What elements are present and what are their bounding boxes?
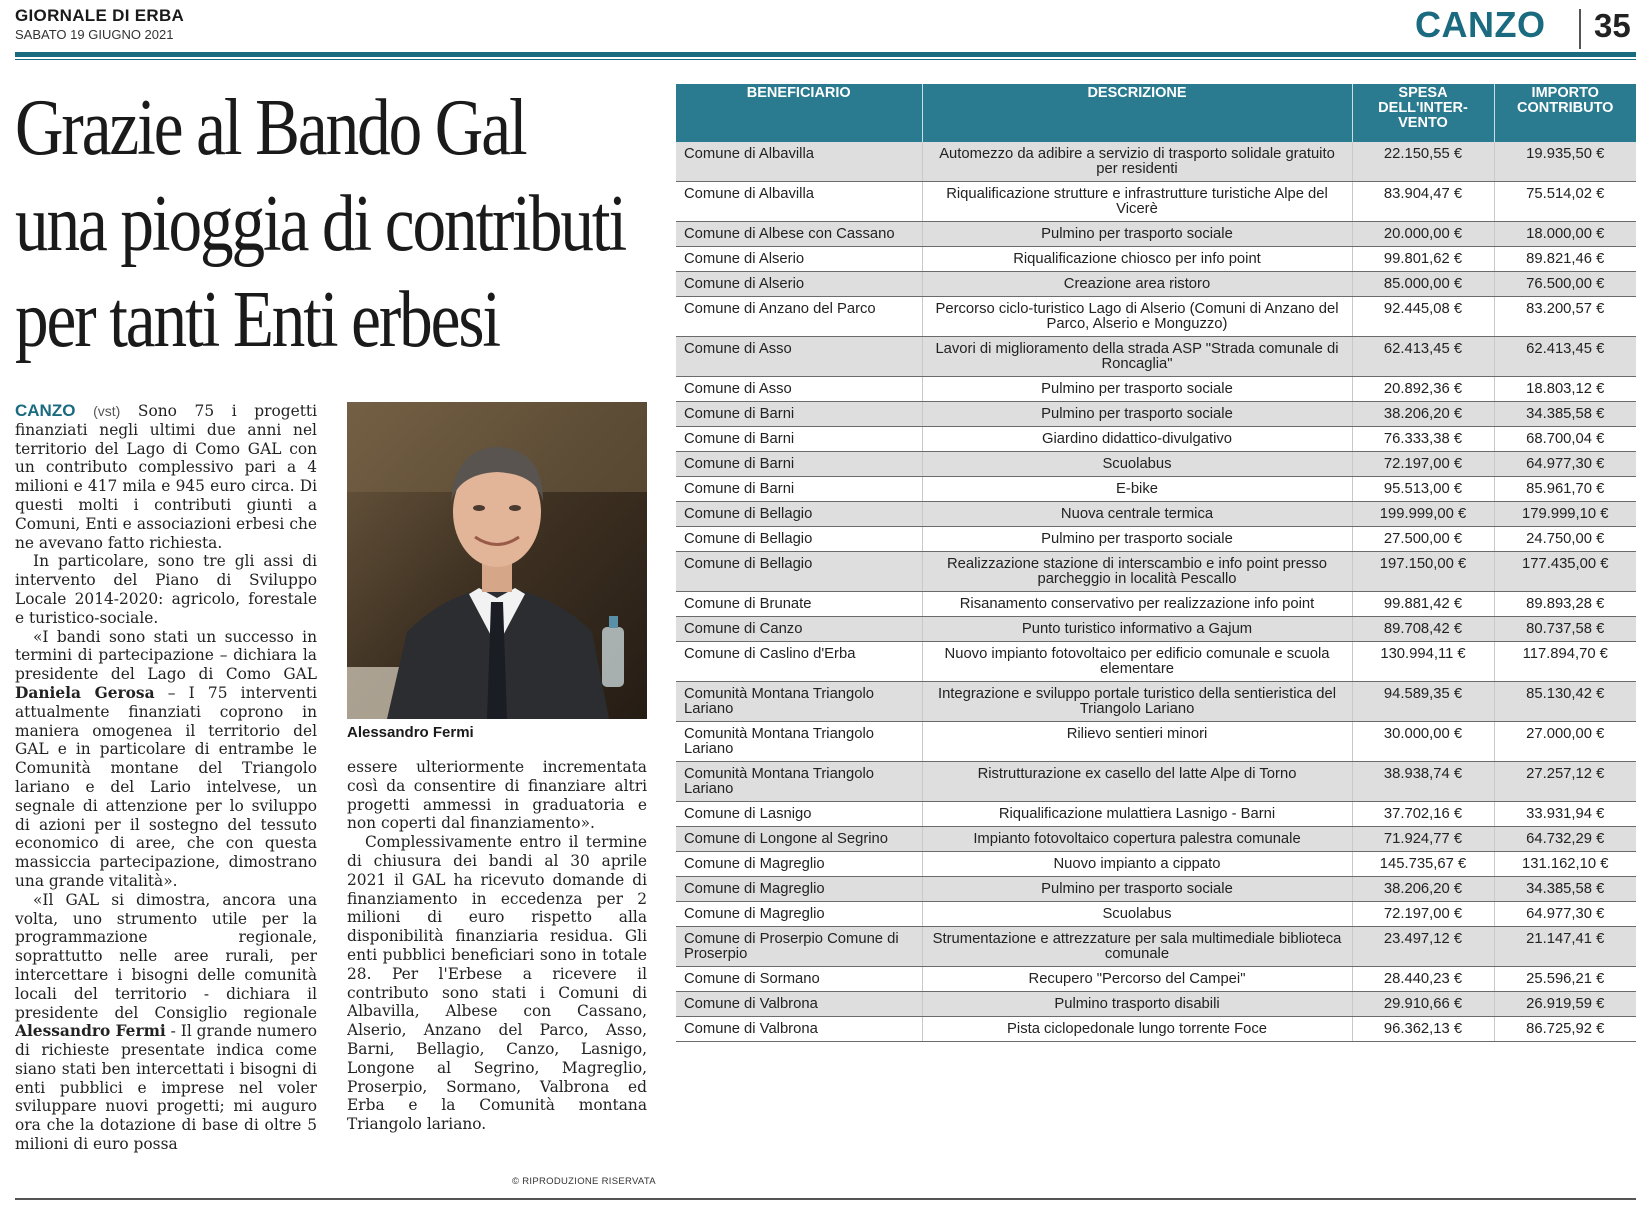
cell-descrizione: Riqualificazione chiosco per info point <box>922 247 1352 272</box>
cell-descrizione: Pulmino per trasporto sociale <box>922 877 1352 902</box>
cell-importo: 68.700,04 € <box>1494 427 1636 452</box>
cell-importo: 19.935,50 € <box>1494 142 1636 182</box>
cell-descrizione: Impianto fotovoltaico copertura palestra comunale <box>922 827 1352 852</box>
cell-spesa: 38.206,20 € <box>1352 877 1494 902</box>
page-number: 35 <box>1594 7 1631 44</box>
article-column-1 <box>15 402 317 1192</box>
cell-spesa: 71.924,77 € <box>1352 827 1494 852</box>
header-rule-thin <box>15 59 1636 60</box>
cell-spesa: 37.702,16 € <box>1352 802 1494 827</box>
cell-beneficiario: Comune di Bellagio <box>676 527 922 552</box>
cell-importo: 24.750,00 € <box>1494 527 1636 552</box>
cell-importo: 83.200,57 € <box>1494 297 1636 337</box>
table-header-row <box>676 84 1636 142</box>
cell-beneficiario: Comune di Albese con Cassano <box>676 222 922 247</box>
cell-importo: 27.257,12 € <box>1494 762 1636 802</box>
table-row <box>676 297 1636 337</box>
cell-importo: 177.435,00 € <box>1494 552 1636 592</box>
cell-descrizione: E-bike <box>922 477 1352 502</box>
column-header-beneficiario: BENEFICIARIO <box>676 84 922 142</box>
article-paragraph: In particolare, sono tre gli assi di intervento del Piano di Sviluppo Locale 2014-2020: agricolo, forestale e turistico-sociale. <box>15 552 317 627</box>
table-row <box>676 1017 1636 1042</box>
cell-beneficiario: Comune di Proserpio Comune di Proserpio <box>676 927 922 967</box>
photo-caption: Alessandro Fermi <box>347 724 474 741</box>
article-paragraph: Complessivamente entro il termine di chiusura dei bandi al 30 aprile 2021 il GAL ha ricevuto domande di finanziamento in eccedenza per 2 milioni di euro rispetto alla disponibilità finanziaria residua. Gli enti pubblici beneficiari sono in totale 28. Per l'Erbese a ricevere il contributo sono stati i Comuni di Albavilla, Albese con Cassano, Alserio, Anzano del Parco, Asso, Barni, Bellagio, Canzo, Lasnigo, Longone al Segrino, Magreglio, Proserpio, Sormano, Valbrona ed Erba e la Comunità montana Triangolo lariano. <box>347 833 647 1134</box>
table-row <box>676 802 1636 827</box>
table-row <box>676 142 1636 182</box>
cell-importo: 18.000,00 € <box>1494 222 1636 247</box>
cell-spesa: 99.801,62 € <box>1352 247 1494 272</box>
cell-beneficiario: Comune di Albavilla <box>676 182 922 222</box>
cell-importo: 131.162,10 € <box>1494 852 1636 877</box>
cell-beneficiario: Comune di Brunate <box>676 592 922 617</box>
cell-spesa: 96.362,13 € <box>1352 1017 1494 1042</box>
cell-spesa: 27.500,00 € <box>1352 527 1494 552</box>
cell-importo: 80.737,58 € <box>1494 617 1636 642</box>
cell-spesa: 95.513,00 € <box>1352 477 1494 502</box>
cell-importo: 179.999,10 € <box>1494 502 1636 527</box>
cell-beneficiario: Comune di Magreglio <box>676 852 922 877</box>
portrait-illustration <box>347 402 647 719</box>
paragraph-text: «Il GAL si dimostra, ancora una volta, uno strumento utile per la programmazione regionale, soprattutto nelle aree rurali, per intercettare i bisogni delle comunità locali del territorio - dichiara il presidente del Consiglio regionale <box>15 890 317 1022</box>
table-row <box>676 927 1636 967</box>
cell-beneficiario: Comune di Magreglio <box>676 902 922 927</box>
cell-importo: 85.961,70 € <box>1494 477 1636 502</box>
cell-importo: 64.977,30 € <box>1494 452 1636 477</box>
cell-descrizione: Recupero "Percorso del Campei" <box>922 967 1352 992</box>
headline <box>15 80 626 368</box>
byline: (vst) <box>93 403 121 419</box>
cell-spesa: 72.197,00 € <box>1352 902 1494 927</box>
table-row <box>676 182 1636 222</box>
article-paragraph <box>15 891 317 1154</box>
cell-descrizione: Scuolabus <box>922 902 1352 927</box>
portrait-photo <box>347 402 647 719</box>
cell-descrizione: Realizzazione stazione di interscambio e info point presso parcheggio in località Pescallo <box>922 552 1352 592</box>
cell-spesa: 38.206,20 € <box>1352 402 1494 427</box>
table-row <box>676 722 1636 762</box>
cell-importo: 117.894,70 € <box>1494 642 1636 682</box>
cell-descrizione: Integrazione e sviluppo portale turistico della sentieristica del Triangolo Lariano <box>922 682 1352 722</box>
cell-beneficiario: Comune di Barni <box>676 452 922 477</box>
table-row <box>676 222 1636 247</box>
article-paragraph <box>15 628 317 891</box>
column-header-descrizione: DESCRIZIONE <box>922 84 1352 142</box>
table-row <box>676 552 1636 592</box>
article-column-2 <box>347 758 647 1178</box>
cell-beneficiario: Comune di Asso <box>676 337 922 377</box>
article-paragraph: essere ulteriormente incrementata così da consentire di finanziare altri progetti ammessi in graduatoria e non coperti dal finanziamento». <box>347 758 647 833</box>
cell-spesa: 22.150,55 € <box>1352 142 1494 182</box>
cell-descrizione: Scuolabus <box>922 452 1352 477</box>
cell-importo: 76.500,00 € <box>1494 272 1636 297</box>
cell-spesa: 20.000,00 € <box>1352 222 1494 247</box>
cell-beneficiario: Comune di Magreglio <box>676 877 922 902</box>
cell-spesa: 85.000,00 € <box>1352 272 1494 297</box>
cell-importo: 89.893,28 € <box>1494 592 1636 617</box>
cell-descrizione: Pulmino per trasporto sociale <box>922 402 1352 427</box>
cell-descrizione: Nuova centrale termica <box>922 502 1352 527</box>
cell-spesa: 29.910,66 € <box>1352 992 1494 1017</box>
article-paragraph <box>15 402 317 552</box>
cell-descrizione: Pulmino per trasporto sociale <box>922 222 1352 247</box>
table-row <box>676 402 1636 427</box>
cell-importo: 86.725,92 € <box>1494 1017 1636 1042</box>
paragraph-text: «I bandi sono stati un successo in termini di partecipazione – dichiara la presidente del Lago di Como GAL <box>15 627 317 684</box>
cell-beneficiario: Comune di Bellagio <box>676 552 922 592</box>
cell-spesa: 28.440,23 € <box>1352 967 1494 992</box>
cell-beneficiario: Comune di Bellagio <box>676 502 922 527</box>
table-row <box>676 617 1636 642</box>
table-row <box>676 477 1636 502</box>
table-row <box>676 682 1636 722</box>
column-header-spesa: SPESA DELL'INTER-VENTO <box>1352 84 1494 142</box>
table-row <box>676 377 1636 402</box>
cell-descrizione: Pulmino per trasporto sociale <box>922 377 1352 402</box>
table-row <box>676 967 1636 992</box>
cell-spesa: 83.904,47 € <box>1352 182 1494 222</box>
cell-descrizione: Percorso ciclo-turistico Lago di Alserio (Comuni di Anzano del Parco, Alserio e Monguzzo) <box>922 297 1352 337</box>
issue-date: SABATO 19 GIUGNO 2021 <box>15 27 174 42</box>
person-name: Daniela Gerosa <box>15 683 155 702</box>
header-separator <box>1579 9 1581 49</box>
table-row <box>676 452 1636 477</box>
cell-beneficiario: Comune di Anzano del Parco <box>676 297 922 337</box>
paragraph-text: – I 75 interventi attualmente finanziati coprono in maniera omogenea il territorio del GAL e in particolare di entrambe le Comunità montane del Triangolo lariano e del Lario intelvese, un segnale di attenzione per lo sviluppo di azioni per il sostegno del tessuto economico di aree, che con questa massiccia partecipazione, dimostrano una grande vitalità». <box>15 683 317 890</box>
cell-beneficiario: Comunità Montana Triangolo Lariano <box>676 762 922 802</box>
cell-beneficiario: Comune di Alserio <box>676 247 922 272</box>
cell-spesa: 92.445,08 € <box>1352 297 1494 337</box>
table-row <box>676 427 1636 452</box>
cell-spesa: 76.333,38 € <box>1352 427 1494 452</box>
cell-importo: 89.821,46 € <box>1494 247 1636 272</box>
table-row <box>676 592 1636 617</box>
table-row <box>676 992 1636 1017</box>
cell-beneficiario: Comune di Sormano <box>676 967 922 992</box>
cell-beneficiario: Comune di Lasnigo <box>676 802 922 827</box>
cell-spesa: 197.150,00 € <box>1352 552 1494 592</box>
cell-spesa: 199.999,00 € <box>1352 502 1494 527</box>
cell-descrizione: Lavori di miglioramento della strada ASP "Strada comunale di Roncaglia" <box>922 337 1352 377</box>
cell-importo: 34.385,58 € <box>1494 877 1636 902</box>
table-row <box>676 502 1636 527</box>
cell-descrizione: Riqualificazione mulattiera Lasnigo - Barni <box>922 802 1352 827</box>
table-row <box>676 642 1636 682</box>
table-row <box>676 337 1636 377</box>
cell-descrizione: Risanamento conservativo per realizzazione info point <box>922 592 1352 617</box>
table-row <box>676 762 1636 802</box>
cell-beneficiario: Comune di Albavilla <box>676 142 922 182</box>
cell-importo: 25.596,21 € <box>1494 967 1636 992</box>
paragraph-text: Sono 75 i progetti finanziati negli ultimi due anni nel territorio del Lago di Como GAL con un contributo complessivo pari a 4 milioni e 417 mila e 945 euro circa. Di questi molti i contributi giunti a Comuni, Enti e associazioni erbesi che ne avevano fatto richiesta. <box>15 402 317 552</box>
table-row <box>676 247 1636 272</box>
cell-importo: 27.000,00 € <box>1494 722 1636 762</box>
cell-beneficiario: Comune di Alserio <box>676 272 922 297</box>
cell-spesa: 130.994,11 € <box>1352 642 1494 682</box>
cell-beneficiario: Comune di Canzo <box>676 617 922 642</box>
section-title: CANZO <box>1415 4 1546 45</box>
paragraph-text: - Il grande numero di richieste presentate indica come siano stati ben intercettati i bisogni di enti pubblici e imprese nel voler sviluppare nuovi progetti; mi auguro ora che la dotazione di base di oltre 5 milioni di euro possa <box>15 1022 317 1154</box>
cell-beneficiario: Comune di Valbrona <box>676 1017 922 1042</box>
cell-importo: 18.803,12 € <box>1494 377 1636 402</box>
column-header-importo: IMPORTO CONTRIBUTO <box>1494 84 1636 142</box>
headline-line-2: una pioggia di contributi <box>15 180 626 268</box>
cell-descrizione: Giardino didattico-divulgativo <box>922 427 1352 452</box>
cell-importo: 34.385,58 € <box>1494 402 1636 427</box>
kicker: CANZO <box>15 402 76 420</box>
cell-importo: 64.977,30 € <box>1494 902 1636 927</box>
cell-importo: 21.147,41 € <box>1494 927 1636 967</box>
cell-importo: 85.130,42 € <box>1494 682 1636 722</box>
cell-beneficiario: Comunità Montana Triangolo Lariano <box>676 722 922 762</box>
cell-descrizione: Nuovo impianto a cippato <box>922 852 1352 877</box>
cell-importo: 62.413,45 € <box>1494 337 1636 377</box>
cell-descrizione: Pulmino trasporto disabili <box>922 992 1352 1017</box>
person-name: Alessandro Fermi <box>15 1022 166 1041</box>
table-row <box>676 902 1636 927</box>
cell-beneficiario: Comune di Longone al Segrino <box>676 827 922 852</box>
cell-descrizione: Pulmino per trasporto sociale <box>922 527 1352 552</box>
cell-spesa: 20.892,36 € <box>1352 377 1494 402</box>
copyright-notice: © RIPRODUZIONE RISERVATA <box>512 1176 656 1187</box>
cell-spesa: 62.413,45 € <box>1352 337 1494 377</box>
cell-spesa: 145.735,67 € <box>1352 852 1494 877</box>
cell-beneficiario: Comune di Barni <box>676 427 922 452</box>
cell-beneficiario: Comune di Caslino d'Erba <box>676 642 922 682</box>
cell-descrizione: Creazione area ristoro <box>922 272 1352 297</box>
headline-line-3: per tanti Enti erbesi <box>15 276 499 364</box>
cell-spesa: 23.497,12 € <box>1352 927 1494 967</box>
footer-rule <box>15 1198 1636 1200</box>
cell-beneficiario: Comune di Barni <box>676 477 922 502</box>
cell-importo: 64.732,29 € <box>1494 827 1636 852</box>
cell-beneficiario: Comunità Montana Triangolo Lariano <box>676 682 922 722</box>
cell-spesa: 94.589,35 € <box>1352 682 1494 722</box>
cell-descrizione: Nuovo impianto fotovoltaico per edificio comunale e scuola elementare <box>922 642 1352 682</box>
header-rule <box>15 52 1636 57</box>
beneficiaries-table <box>676 84 1636 1042</box>
table-body <box>676 142 1636 1042</box>
cell-spesa: 38.938,74 € <box>1352 762 1494 802</box>
cell-spesa: 72.197,00 € <box>1352 452 1494 477</box>
cell-descrizione: Rilievo sentieri minori <box>922 722 1352 762</box>
cell-beneficiario: Comune di Valbrona <box>676 992 922 1017</box>
table-row <box>676 852 1636 877</box>
cell-importo: 75.514,02 € <box>1494 182 1636 222</box>
cell-spesa: 99.881,42 € <box>1352 592 1494 617</box>
cell-descrizione: Ristrutturazione ex casello del latte Alpe di Torno <box>922 762 1352 802</box>
cell-descrizione: Pista ciclopedonale lungo torrente Foce <box>922 1017 1352 1042</box>
table-row <box>676 527 1636 552</box>
cell-descrizione: Automezzo da adibire a servizio di trasporto solidale gratuito per residenti <box>922 142 1352 182</box>
cell-beneficiario: Comune di Barni <box>676 402 922 427</box>
cell-spesa: 30.000,00 € <box>1352 722 1494 762</box>
cell-spesa: 89.708,42 € <box>1352 617 1494 642</box>
cell-importo: 33.931,94 € <box>1494 802 1636 827</box>
cell-descrizione: Riqualificazione strutture e infrastrutture turistiche Alpe del Vicerè <box>922 182 1352 222</box>
table-row <box>676 272 1636 297</box>
table-row <box>676 877 1636 902</box>
headline-line-1: Grazie al Bando Gal <box>15 84 526 172</box>
cell-importo: 26.919,59 € <box>1494 992 1636 1017</box>
cell-descrizione: Strumentazione e attrezzature per sala multimediale biblioteca comunale <box>922 927 1352 967</box>
publication-name: GIORNALE DI ERBA <box>15 6 185 25</box>
cell-beneficiario: Comune di Asso <box>676 377 922 402</box>
cell-descrizione: Punto turistico informativo a Gajum <box>922 617 1352 642</box>
table-row <box>676 827 1636 852</box>
